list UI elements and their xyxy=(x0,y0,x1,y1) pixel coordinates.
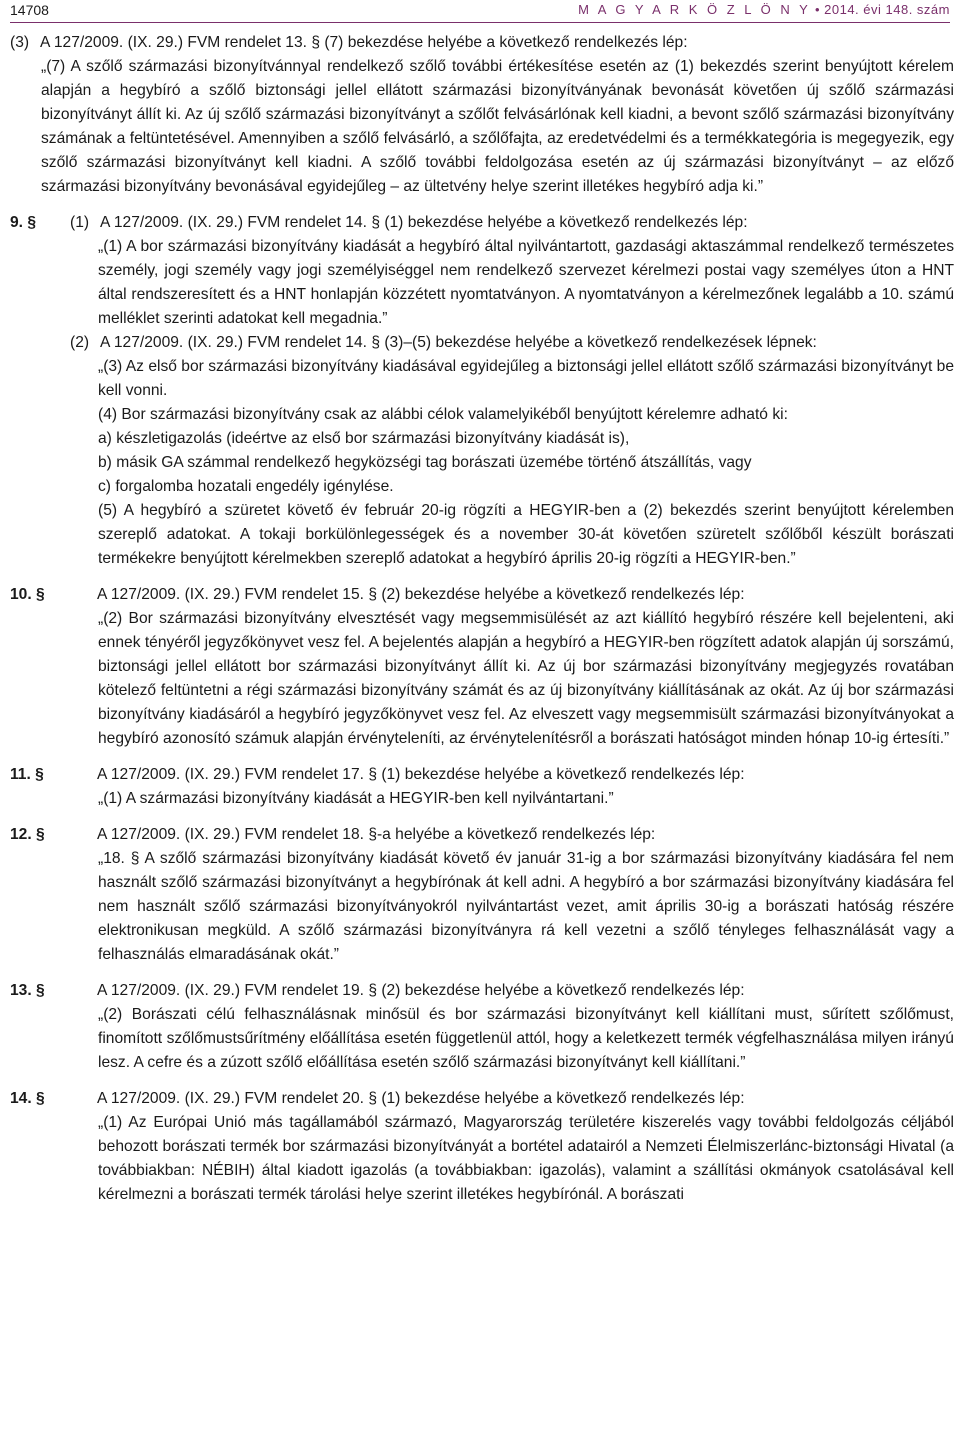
section-number: 10. § xyxy=(10,586,45,603)
running-header xyxy=(578,2,950,17)
amendment-text: „(1) A bor származási bizonyítvány kiadását a hegybíró által nyilvántartott, gazdasági aktaszámmal rendelkező természetes személy, jogi személy vagy jogi személyiséggel nem rendelkező szervezet kérelmezi postai vagy személyes úton a HNT által rendszeresített és a HNT honlapján közzétett nyomtatványon. A nyomtatványon a kérelmezőnek legalább a 10. számú melléklet szerinti adatokat kell megadnia.” xyxy=(98,238,954,327)
amendment-text: (4) Bor származási bizonyítvány csak az alábbi célok valamelyikéből benyújtott kérelemre adható ki: xyxy=(98,406,788,423)
section-number: 13. § xyxy=(10,982,45,999)
section-number: 12. § xyxy=(10,826,45,843)
list-item: a) készletigazolás (ideértve az első bor származási bizonyítvány kiadását is), xyxy=(98,430,630,447)
section-number: 9. § xyxy=(10,214,37,231)
paragraph-intro: A 127/2009. (IX. 29.) FVM rendelet 14. § (3)–(5) bekezdése helyébe a következő rendelkezések lépnek: xyxy=(100,334,817,351)
section-intro: A 127/2009. (IX. 29.) FVM rendelet 19. § (2) bekezdése helyébe a következő rendelkezés lép: xyxy=(97,982,745,999)
section-13 xyxy=(10,979,954,1003)
list-item: c) forgalomba hozatali engedély igénylése. xyxy=(98,478,394,495)
section-intro: A 127/2009. (IX. 29.) FVM rendelet 20. § (1) bekezdése helyébe a következő rendelkezés lép: xyxy=(97,1090,745,1107)
document-body xyxy=(10,31,954,1207)
paragraph-label: (3) xyxy=(10,34,30,51)
issue-label: 2014. évi 148. szám xyxy=(824,2,950,17)
section-9 xyxy=(10,211,954,235)
amendment-text: „(2) Borászati célú felhasználásnak minősül és bor származási bizonyítványt kell kiállítani must, sűrített szőlőmust, finomított szőlőmustsűrítmény előállítása esetén függetlenül attól, hogy a keletkezett termék végfelhasználása milyen irányú lesz. A cefre és a zúzott szőlő előállítása esetén szőlő származási bizonyítványt kell kiállítani.” xyxy=(98,1006,954,1071)
amendment-text: „(7) A szőlő származási bizonyítvánnyal rendelkező szőlő további értékesítése esetén az (1) bekezdés szerint benyújtott kérelem alapján a hegybíró a szőlő biztonsági jellel ellátott származási bizonyítványának bevonását követően új szőlő származási bizonyítványt állít ki. Az új szőlő származási bizonyítványt a szőlőt felvásárlónak kell kiadni, a bevont szőlő származási bizonyítvány számának a feltüntetésével. Amennyiben a szőlő felvásárló, a szőlőfajta, az eredetvédelmi és a termékkategória is megegyezik, egy szőlő származási bizonyítványt kell kiadni. A szőlő további feldolgozása esetén az új származási bizonyítványt – az előző származási bizonyítvány bevonásával egyidejűleg – az ültetvény helye szerint illetékes hegybíró adja ki.” xyxy=(41,58,954,195)
amendment-text: „(3) Az első bor származási bizonyítvány kiadásával egyidejűleg a biztonsági jellel ellátott szőlő származási bizonyítványt be kell vonni. xyxy=(98,358,954,399)
page-header xyxy=(10,2,950,24)
amendment-text: „(2) Bor származási bizonyítvány elvesztését vagy megsemmisülését az azt kiállító hegybíró részére kell bejelenteni, aki ennek tényéről jegyzőkönyvet vesz fel. A bejelentés alapján a hegybíró a HEGYIR-ben rögzített adatok alapján új sorszámú, biztonsági jellel ellátott bor származási bizonyítványt állít ki. Az új bor származási bizonyítvány megjegyzés rovatában kötelező feltüntetni a régi származási bizonyítvány számát és az új bizonyítvány kiállításának az okát. Az új bor származási bizonyítvány kiadásáról a hegybíró jegyzőkönyvet vesz fel. Az elveszett vagy megsemmisült származási bizonyítványokat a hegybíró azonosító számuk alapján érvényteleníti, az érvénytelenítésről a borászati hatóságot minden hónap 10-ig értesíti.” xyxy=(98,610,954,747)
header-bullet: • xyxy=(814,2,821,17)
paragraph-9-2 xyxy=(70,331,954,355)
section-14 xyxy=(10,1087,954,1111)
section-intro: A 127/2009. (IX. 29.) FVM rendelet 15. § (2) bekezdése helyébe a következő rendelkezés lép: xyxy=(97,586,745,603)
paragraph-label: (1) xyxy=(70,214,90,231)
section-number: 14. § xyxy=(10,1090,45,1107)
section-number: 11. § xyxy=(10,766,44,783)
amendment-text: „18. § A szőlő származási bizonyítvány kiadását követő év január 31-ig a bor származási bizonyítvány kiadására fel nem használt szőlő származási bizonyítványt a hegybírónak át kell adni. A hegybíró a bor származási bizonyítvány kiadására fel nem használt szőlő származási bizonyítványokról nyilvántartást vezet, amit április 30-ig a borászati hatóság részére elektronikusan megküld. A szőlő származási bizonyítványra rá kell vezetni a szőlő tényleges felhasználását vagy a felhasználás elmaradásának okát.” xyxy=(98,850,954,963)
section-12 xyxy=(10,823,954,847)
list-item: b) másik GA számmal rendelkező hegyközségi tag borászati üzemébe történő átszállítás, vagy xyxy=(98,454,752,471)
paragraph-intro: A 127/2009. (IX. 29.) FVM rendelet 13. § (7) bekezdése helyébe a következő rendelkezés lép: xyxy=(40,34,688,51)
amendment-text: „(1) Az Európai Unió más tagállamából származó, Magyarország területére kiszerelés vagy további feldolgozás céljából behozott borászati termék bor származási bizonyítványát a bortétel adatairól a Nemzeti Élelmiszerlánc-biztonsági Hivatal (a továbbiakban: NÉBIH) által kiadott igazolás (a továbbiakban: igazolás), valamint a szállítási okmányok csatolásával kell kérelmezni a borászati termék tárolási helye szerint illetékes hegybírónál. A borászati xyxy=(98,1114,954,1203)
header-rule xyxy=(10,22,950,23)
journal-title: M A G Y A R K Ö Z L Ö N Y xyxy=(578,2,811,17)
section-10 xyxy=(10,583,954,607)
section-intro: A 127/2009. (IX. 29.) FVM rendelet 17. § (1) bekezdése helyébe a következő rendelkezés lép: xyxy=(97,766,745,783)
section-intro: A 127/2009. (IX. 29.) FVM rendelet 18. §-a helyébe a következő rendelkezés lép: xyxy=(97,826,656,843)
page-number: 14708 xyxy=(10,2,49,18)
amendment-text: (5) A hegybíró a szüretet követő év február 20-ig rögzíti a HEGYIR-ben a (2) bekezdés szerint benyújtott kérelemben szereplő adatokat. A tokaji borkülönlegességek és a november 30-át követően szüretelt szőlőből készült borászati termékekre benyújtott kérelmekben szereplő adatokat a hegybíró április 20-ig rögzíti a HEGYIR-ben.” xyxy=(98,502,954,567)
paragraph-label: (2) xyxy=(70,334,90,351)
section-11 xyxy=(10,763,954,787)
amendment-text: „(1) A származási bizonyítvány kiadását a HEGYIR-ben kell nyilvántartani.” xyxy=(98,790,614,807)
paragraph-8-3 xyxy=(10,31,954,55)
paragraph-intro: A 127/2009. (IX. 29.) FVM rendelet 14. § (1) bekezdése helyébe a következő rendelkezés lép: xyxy=(100,214,748,231)
